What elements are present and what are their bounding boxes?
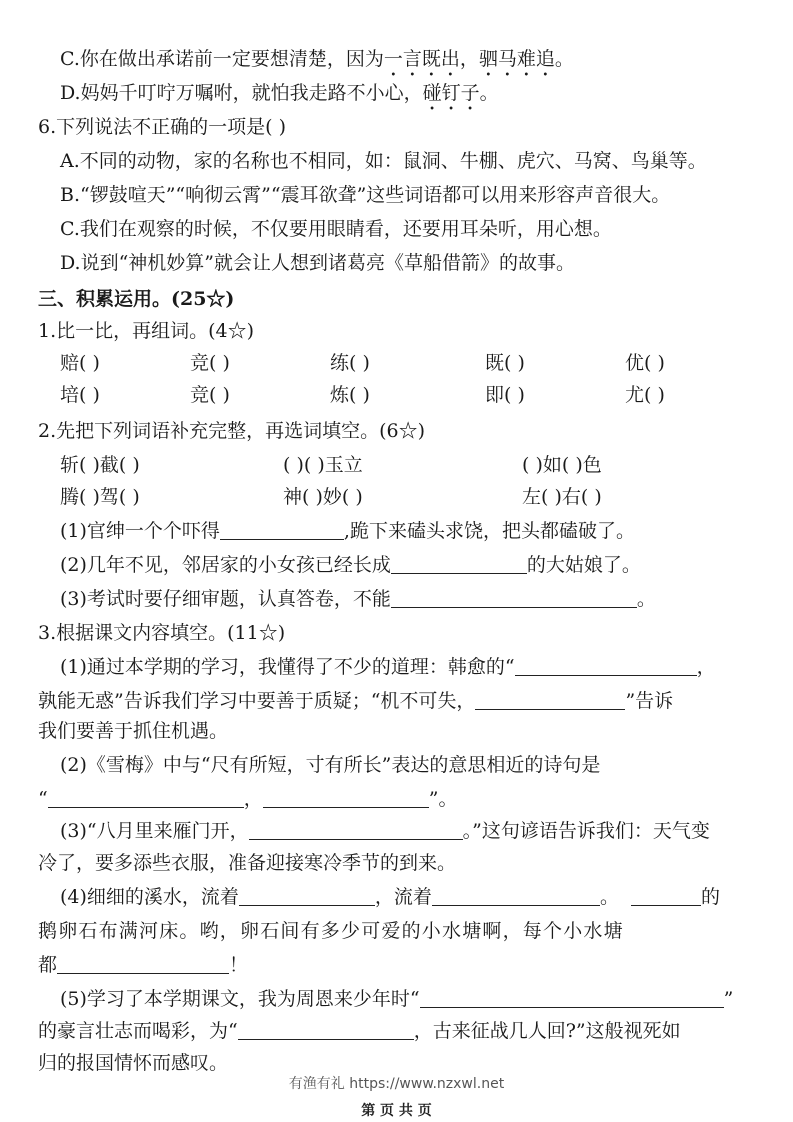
s1-r1-c1[interactable]: 赔( ) — [60, 352, 100, 374]
s3-p3-post: 。”这句谚语告诉我们：天气变 — [462, 820, 710, 842]
answer-blank[interactable] — [432, 885, 600, 906]
q6-option-c: C.我们在观察的时候，不仅要用眼睛看，还要用耳朵听，用心想。 — [60, 218, 612, 240]
answer-blank[interactable] — [220, 519, 344, 540]
answer-blank[interactable] — [515, 655, 697, 676]
s3-p4-line3 — [38, 952, 248, 978]
watermark-text: 有渔有礼 https://www.nzxwl.net — [288, 1076, 505, 1092]
s2-r1-c3[interactable]: ( )如( )色 — [522, 454, 602, 476]
s2-r2-c3[interactable]: 左( )右( ) — [522, 486, 602, 508]
s1-r2-c5[interactable]: 尤( ) — [625, 384, 665, 406]
s2-fill-3-pre: (3)考试时要仔细审题，认真答卷，不能 — [60, 588, 391, 610]
answer-blank[interactable] — [48, 787, 244, 808]
q6-option-a: A.不同的动物，家的名称也不相同，如：鼠洞、牛棚、虎穴、马窝、鸟巢等。 — [60, 150, 707, 172]
q6-option-b: B.“锣鼓喧天”“响彻云霄”“震耳欲聋”这些词语都可以用来形容声音很大。 — [60, 184, 671, 206]
s2-stem: 2.先把下列词语补充完整，再选词填空。(6☆) — [38, 420, 426, 442]
answer-blank[interactable] — [631, 885, 701, 906]
s2-r1-c2[interactable]: ( )( )玉立 — [283, 454, 363, 476]
answer-blank[interactable] — [238, 1019, 414, 1040]
answer-blank[interactable] — [391, 553, 527, 574]
s3-p2-mid: ， — [243, 788, 263, 810]
s3-p1-line1 — [60, 654, 716, 680]
answer-blank[interactable] — [391, 587, 637, 608]
s2-fill-3 — [60, 586, 656, 612]
s3-p1-end: ”告诉 — [625, 690, 674, 712]
s1-r1-c5[interactable]: 优( ) — [625, 352, 665, 374]
s3-p2-line1: (2)《雪梅》中与“尺有所短，寸有所长”表达的意思相近的诗句是 — [60, 754, 601, 776]
s3-p4-line1 — [60, 884, 720, 910]
s1-r2-c2[interactable]: 竞( ) — [190, 384, 230, 406]
s3-p4-c-end: ！ — [229, 954, 249, 976]
s2-fill-1-pre: (1)官绅一个个吓得 — [60, 520, 220, 542]
answer-blank[interactable] — [263, 787, 429, 808]
q5-c-emphasized: 一言既出，驷马难追 — [383, 48, 555, 70]
s3-p4-c-pre: 都 — [38, 954, 58, 976]
q5-d-end: 。 — [479, 82, 499, 104]
s3-p4-end: 的 — [701, 886, 721, 908]
q5-d-emphasized: 碰钉子 — [422, 82, 480, 104]
s2-r1-c1[interactable]: 斩( )截( ) — [60, 454, 140, 476]
s3-p3-line1 — [60, 818, 710, 844]
s3-stem: 3.根据课文内容填空。(11☆) — [38, 622, 286, 644]
s3-p5-pre: (5)学习了本学期课文，我为周恩来少年时“ — [60, 988, 420, 1010]
q6-stem: 6.下列说法不正确的一项是( ) — [38, 116, 286, 138]
answer-blank[interactable] — [249, 819, 463, 840]
s3-p4-pre: (4)细细的溪水，流着 — [60, 886, 239, 908]
s1-r1-c4[interactable]: 既( ) — [485, 352, 525, 374]
s3-p5-b-post: ，古来征战几人回?”这般视死如 — [413, 1020, 681, 1042]
s1-r1-c3[interactable]: 练( ) — [330, 352, 370, 374]
s1-r2-c3[interactable]: 炼( ) — [330, 384, 370, 406]
section-3-title: 三、积累运用。(25☆) — [38, 288, 235, 310]
s3-p1-line2 — [38, 688, 673, 714]
s3-p2-line2 — [38, 786, 457, 812]
s2-fill-2-post: 的大姑娘了。 — [526, 554, 641, 576]
s2-fill-3-post: 。 — [636, 588, 656, 610]
q5-d-text: D.妈妈千叮咛万嘱咐，就怕我走路不小心， — [60, 82, 423, 104]
q5-option-c — [60, 46, 574, 81]
s2-r2-c1[interactable]: 腾( )驾( ) — [60, 486, 140, 508]
q5-option-d — [60, 80, 499, 115]
s1-stem: 1.比一比，再组词。(4☆) — [38, 320, 255, 342]
answer-blank[interactable] — [239, 885, 375, 906]
s2-fill-2 — [60, 552, 641, 578]
s3-p3-line2: 冷了，要多添些衣服，准备迎接寒冷季节的到来。 — [38, 852, 457, 874]
s1-r2-c1[interactable]: 培( ) — [60, 384, 100, 406]
s3-p4-mid2: 。 — [599, 886, 619, 908]
s1-r1-c2[interactable]: 竞( ) — [190, 352, 230, 374]
answer-blank[interactable] — [57, 953, 229, 974]
s2-r2-c2[interactable]: 神( )妙( ) — [283, 486, 363, 508]
s2-fill-1-post: ,跪下来磕头求饶，把头都磕破了。 — [343, 520, 635, 542]
s3-p5-line2 — [38, 1018, 681, 1044]
s2-fill-1 — [60, 518, 635, 544]
q5-c-text: C.你在做出承诺前一定要想清楚，因为 — [60, 48, 384, 70]
s3-p1-text-2: 孰能无惑”告诉我们学习中要善于质疑；“机不可失， — [38, 690, 476, 712]
s3-p2-end: ”。 — [428, 788, 458, 810]
s3-p1-line3: 我们要善于抓住机遇。 — [38, 720, 229, 742]
q5-c-end: 。 — [554, 48, 574, 70]
page-footer: 第 页 共 页 — [361, 1103, 432, 1119]
s3-p4-line2: 鹅卵石布满河床。哟，卵石间有多少可爱的小水塘啊，每个小水塘 — [38, 920, 624, 942]
answer-blank[interactable] — [475, 689, 625, 710]
s3-p5-line3: 归的报国情怀而感叹。 — [38, 1052, 229, 1074]
q6-option-d: D.说到“神机妙算”就会让人想到诸葛亮《草船借箭》的故事。 — [60, 252, 576, 274]
s3-p1-text: (1)通过本学期的学习，我懂得了不少的道理：韩愈的“ — [60, 656, 515, 678]
s3-p4-mid: ，流着 — [374, 886, 432, 908]
s3-p5-end: ” — [723, 988, 734, 1010]
s3-p2-open: “ — [38, 788, 48, 810]
s3-p3-pre: (3)“八月里来雁门开， — [60, 820, 249, 842]
s3-p1-comma: ， — [696, 656, 716, 678]
s1-r2-c4[interactable]: 即( ) — [485, 384, 525, 406]
s2-fill-2-pre: (2)几年不见，邻居家的小女孩已经长成 — [60, 554, 391, 576]
s3-p5-b-pre: 的豪言壮志而喝彩，为“ — [38, 1020, 238, 1042]
s3-p5-line1 — [60, 986, 733, 1012]
answer-blank[interactable] — [420, 987, 724, 1008]
